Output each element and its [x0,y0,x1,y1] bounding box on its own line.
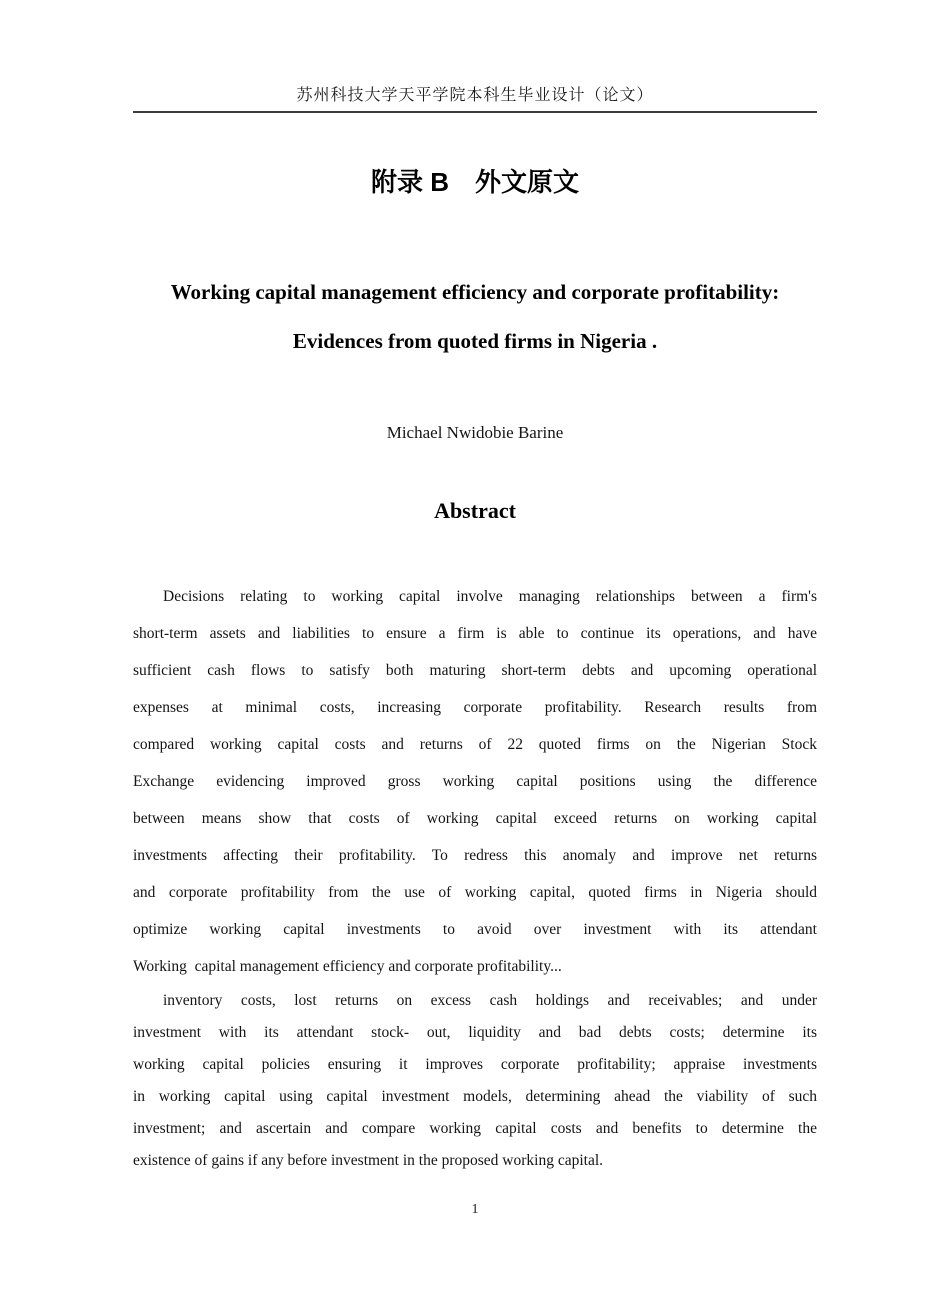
page-number: 1 [471,1202,479,1217]
page-header-title: 苏州科技大学天平学院本科生毕业设计（论文） [296,87,654,104]
appendix-heading: 附录 B 外文原文 [370,167,579,197]
paper-title-line2: Evidences from quoted firms in Nigeria . [292,329,658,353]
paper-title-line1: Working capital management efficiency and corporate profitability: [170,280,780,304]
abstract-line: and corporate profitability from the use of working capital, quoted firms in Nigeria should [133,884,817,901]
abstract-line: investments affecting their profitability. To redress this anomaly and improve net returns [133,847,817,864]
abstract-line: investment; and ascertain and compare working capital costs and benefits to determine the [133,1120,817,1137]
abstract-line: Decisions relating to working capital involve managing relationships between a firm's [163,588,817,605]
abstract-line: inventory costs, lost returns on excess cash holdings and receivables; and under [163,992,817,1009]
abstract-line: optimize working capital investments to avoid over investment with its attendant [133,921,817,938]
abstract-line: short-term assets and liabilities to ensure a firm is able to continue its operations, and have [133,625,817,642]
abstract-line: between means show that costs of working capital exceed returns on working capital [133,810,817,827]
abstract-line: existence of gains if any before investment in the proposed working capital. [133,1152,604,1169]
abstract-line: sufficient cash flows to satisfy both maturing short-term debts and upcoming operational [133,662,817,679]
header-rule [133,111,817,113]
abstract-line: expenses at minimal costs, increasing corporate profitability. Research results from [133,699,817,716]
abstract-line: Exchange evidencing improved gross working capital positions using the difference [133,773,817,790]
paper-author: Michael Nwidobie Barine [386,423,564,442]
abstract-line: Working capital management efficiency and corporate profitability... [133,958,562,975]
abstract-line: compared working capital costs and returns of 22 quoted firms on the Nigerian Stock [133,736,817,753]
abstract-paragraph-1 [133,578,817,985]
abstract-line: in working capital using capital investment models, determining ahead the viability of such [133,1088,817,1105]
abstract-line: investment with its attendant stock- out, liquidity and bad debts costs; determine its [133,1024,817,1041]
abstract-line: working capital policies ensuring it improves corporate profitability; appraise investments [133,1056,817,1073]
abstract-paragraph-2 [133,985,817,1177]
abstract-heading: Abstract [434,498,516,523]
